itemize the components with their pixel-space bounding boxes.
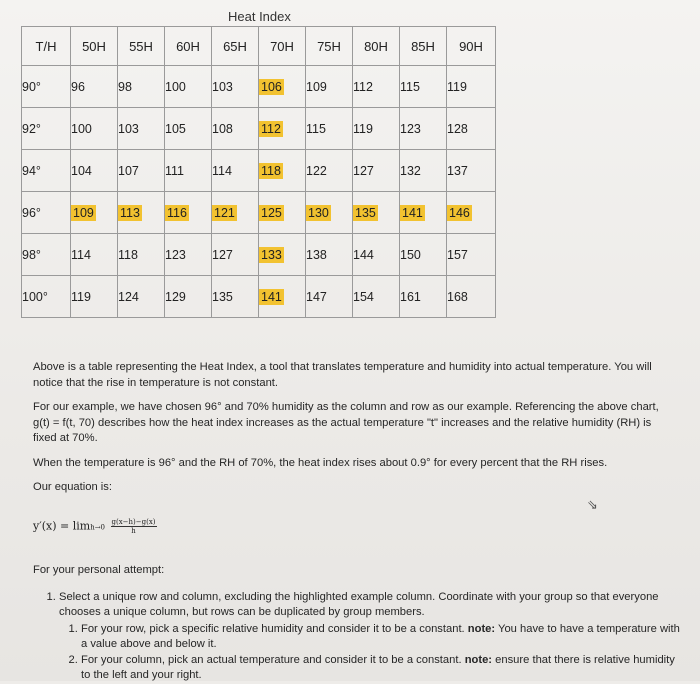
cell-value: 100 [165, 79, 186, 94]
table-cell [259, 276, 306, 318]
cell-value: 111 [165, 163, 185, 178]
cell-value: 114 [71, 247, 91, 262]
rate-paragraph: When the temperature is 96° and the RH of 70%, the heat index rises about 0.9° for every percent that the RH rises. [33, 456, 608, 469]
column-header: 90H [447, 27, 496, 66]
formula-denominator: h [131, 527, 136, 535]
cell-value: 157 [447, 247, 468, 262]
table-row [22, 66, 496, 108]
cell-value: 137 [447, 163, 468, 178]
table-cell [306, 192, 353, 234]
cell-value: 128 [447, 121, 468, 136]
cell-value: 119 [71, 289, 91, 304]
cell-value: 146 [449, 205, 470, 220]
table-row [22, 276, 496, 318]
table-cell [353, 276, 400, 318]
row-temperature: 92° [22, 108, 71, 150]
table-cell [447, 276, 496, 318]
table-cell [400, 108, 447, 150]
cell-value: 107 [118, 163, 139, 178]
header-row [22, 27, 496, 66]
personal-attempt [33, 552, 683, 684]
instruction-1b-text-end: ensure that there is relative humidity to the left and your right. [81, 653, 675, 682]
cell-value: 100 [71, 121, 92, 136]
table-cell [118, 234, 165, 276]
table-cell [306, 150, 353, 192]
table-cell [259, 150, 306, 192]
instruction-1b-note: note: [464, 653, 493, 666]
cell-value: 127 [212, 247, 233, 262]
table-cell [447, 234, 496, 276]
column-header: T/H [22, 27, 71, 66]
instructions-list [33, 590, 683, 684]
column-header: 65H [212, 27, 259, 66]
cursor-icon: ⇘ [587, 497, 598, 512]
instruction-1 [59, 590, 683, 684]
table-row [22, 108, 496, 150]
table-cell [353, 234, 400, 276]
table-cell [71, 276, 118, 318]
cell-value: 133 [261, 247, 282, 262]
column-header: 60H [165, 27, 212, 66]
row-temperature: 100° [22, 276, 71, 318]
table-row [22, 234, 496, 276]
table-cell [306, 276, 353, 318]
row-temperature: 98° [22, 234, 71, 276]
cell-value: 125 [261, 205, 282, 220]
cell-value: 96 [71, 79, 85, 94]
table-cell [353, 192, 400, 234]
table-cell [400, 234, 447, 276]
cell-value: 150 [400, 247, 421, 262]
table-cell [212, 234, 259, 276]
column-header: 85H [400, 27, 447, 66]
table-cell [447, 66, 496, 108]
table-cell [447, 150, 496, 192]
cell-value: 119 [447, 79, 467, 94]
table-cell [212, 108, 259, 150]
instruction-1-text: Select a unique row and column, excluding the highlighted example column. Coordinate with your group so that everyone chooses a unique column, but rows can be duplicated by group members. [59, 590, 659, 619]
cell-value: 154 [353, 289, 374, 304]
column-header: 80H [353, 27, 400, 66]
cell-value: 118 [261, 163, 281, 178]
table-cell [353, 66, 400, 108]
table-cell [212, 192, 259, 234]
instruction-1a-note: note: [467, 622, 496, 635]
row-temperature: 96° [22, 192, 71, 234]
table-cell [165, 276, 212, 318]
instruction-1a-text-end: You have to have a temperature with a value above and below it. [81, 622, 680, 651]
table-cell [353, 150, 400, 192]
table-cell [212, 66, 259, 108]
cell-value: 98 [118, 79, 132, 94]
cell-value: 105 [165, 121, 186, 136]
table-cell [165, 150, 212, 192]
row-temperature: 90° [22, 66, 71, 108]
table-cell [118, 150, 165, 192]
instruction-1b [81, 653, 683, 684]
table-cell [71, 108, 118, 150]
cell-value: 161 [400, 289, 421, 304]
cell-value: 116 [167, 205, 187, 220]
table-cell [259, 108, 306, 150]
instruction-1a-text: For your row, pick a specific relative humidity and consider it to be a constant. [81, 622, 468, 635]
instruction-1b-text: For your column, pick an actual temperature and consider it to be a constant. [81, 653, 465, 666]
table-cell [400, 192, 447, 234]
cell-value: 121 [214, 205, 235, 220]
table-cell [259, 234, 306, 276]
cell-value: 138 [306, 247, 327, 262]
derivative-formula [33, 518, 157, 535]
table-cell [71, 150, 118, 192]
table-cell [400, 66, 447, 108]
cell-value: 103 [118, 121, 139, 136]
table-row [22, 192, 496, 234]
cell-value: 132 [400, 163, 421, 178]
cell-value: 123 [400, 121, 421, 136]
column-header: 50H [71, 27, 118, 66]
cell-value: 109 [73, 205, 94, 220]
table-cell [118, 192, 165, 234]
cell-value: 106 [261, 79, 282, 94]
heat-index-table [21, 26, 496, 318]
equation-label: Our equation is: [33, 481, 112, 493]
cell-value: 108 [212, 121, 233, 136]
table-cell [118, 108, 165, 150]
cell-value: 135 [212, 289, 233, 304]
intro-paragraph: Above is a table representing the Heat Index, a tool that translates temperature and humidity into actual temperature. You will notice that the rise in temperature is not constant. [33, 361, 652, 389]
table-cell [165, 234, 212, 276]
table-cell [400, 276, 447, 318]
cell-value: 141 [261, 289, 282, 304]
cell-value: 115 [306, 121, 326, 136]
cell-value: 104 [71, 163, 92, 178]
table-title: Heat Index [228, 9, 291, 24]
formula-fraction [111, 518, 157, 535]
table-cell [259, 192, 306, 234]
table-cell [71, 234, 118, 276]
table-cell [400, 150, 447, 192]
table-cell [165, 108, 212, 150]
cell-value: 112 [353, 79, 373, 94]
formula-left: y′(x) = lim [33, 519, 91, 533]
cell-value: 112 [261, 121, 281, 136]
table-cell [212, 150, 259, 192]
cell-value: 144 [353, 247, 374, 262]
cell-value: 124 [118, 289, 139, 304]
cell-value: 113 [120, 205, 140, 220]
table-cell [71, 66, 118, 108]
column-header: 75H [306, 27, 353, 66]
table-cell [447, 108, 496, 150]
cell-value: 103 [212, 79, 233, 94]
cell-value: 118 [118, 247, 138, 262]
cell-value: 114 [212, 163, 232, 178]
table-cell [118, 66, 165, 108]
table-cell [165, 192, 212, 234]
table-cell [306, 108, 353, 150]
example-paragraph: For our example, we have chosen 96° and 70% humidity as the column and row as our example. Referencing the above chart, g(t) = f(t, 70) describes how the heat index increases as the actual temperature "t" increases and the relative humidity (RH) is fixed at 70%. [33, 401, 659, 444]
formula-subscript: h→0 [90, 523, 106, 532]
table-cell [118, 276, 165, 318]
table-cell [259, 66, 306, 108]
table-row [22, 150, 496, 192]
cell-value: 130 [308, 205, 329, 220]
cell-value: 147 [306, 289, 327, 304]
column-header: 55H [118, 27, 165, 66]
table-cell [306, 234, 353, 276]
cell-value: 123 [165, 247, 186, 262]
table-cell [71, 192, 118, 234]
row-temperature: 94° [22, 150, 71, 192]
explanation [33, 360, 673, 496]
cell-value: 141 [402, 205, 423, 220]
cell-value: 109 [306, 79, 327, 94]
cell-value: 119 [353, 121, 373, 136]
cell-value: 168 [447, 289, 468, 304]
table-cell [212, 276, 259, 318]
table-cell [165, 66, 212, 108]
cell-value: 122 [306, 163, 327, 178]
table-cell [447, 192, 496, 234]
table-cell [353, 108, 400, 150]
cell-value: 127 [353, 163, 374, 178]
cell-value: 115 [400, 79, 420, 94]
personal-heading: For your personal attempt: [33, 564, 165, 577]
sub-instructions-list [59, 622, 683, 684]
formula-numerator: g(x−h)−g(x) [111, 518, 156, 526]
instruction-1a [81, 622, 683, 653]
column-header: 70H [259, 27, 306, 66]
cell-value: 129 [165, 289, 186, 304]
table-cell [306, 66, 353, 108]
cell-value: 135 [355, 205, 376, 220]
